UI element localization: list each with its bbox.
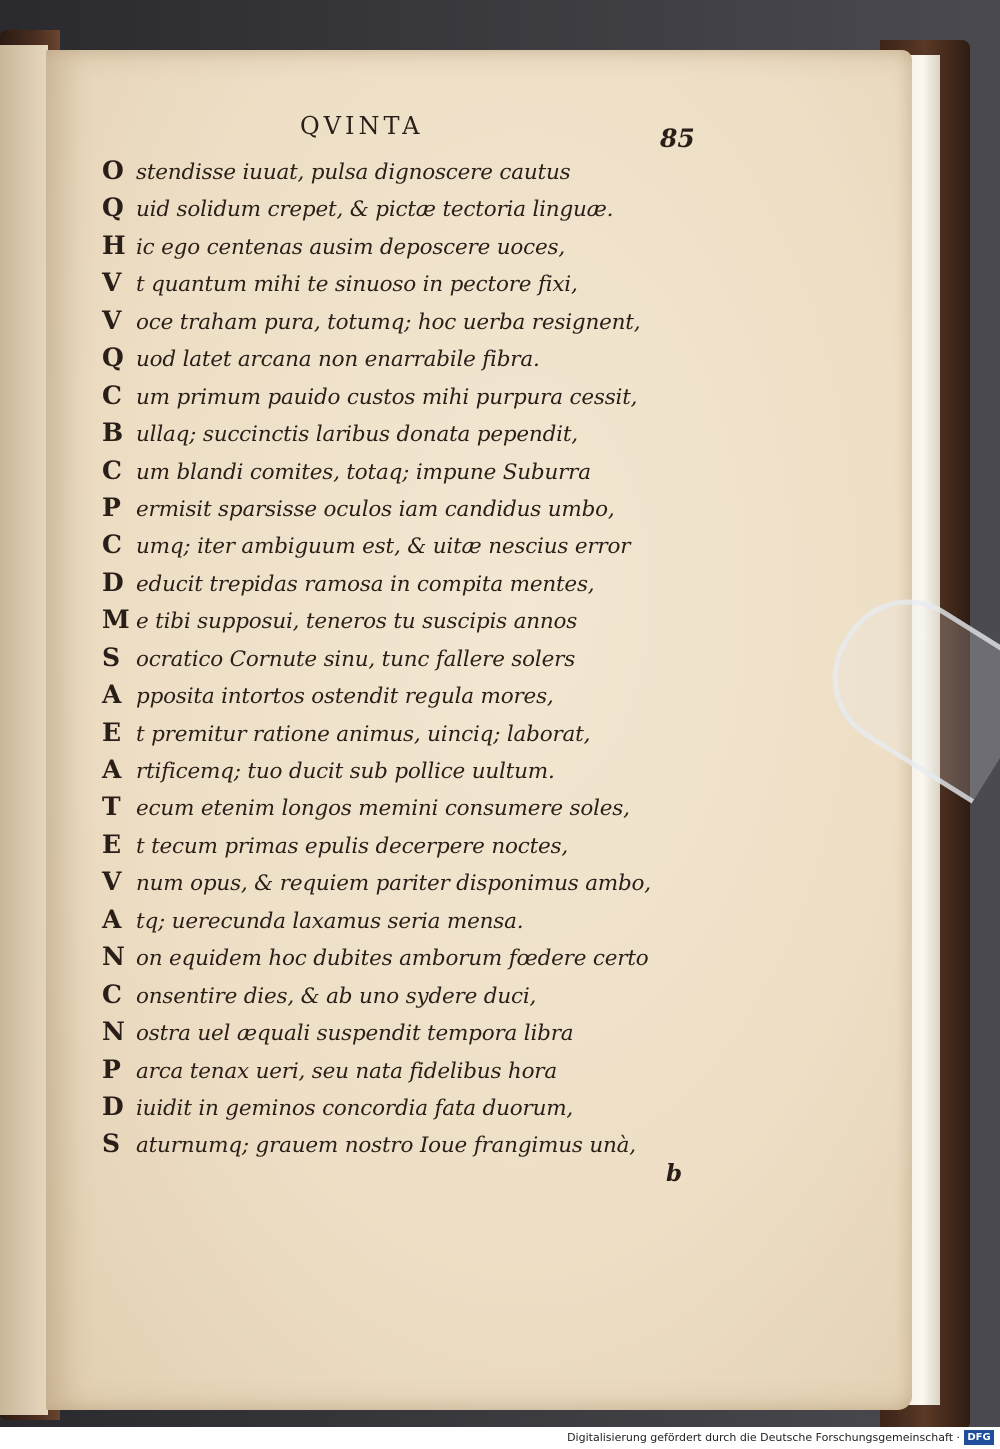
digitization-footer bbox=[0, 1427, 1000, 1449]
verse-initial: D bbox=[102, 1091, 124, 1121]
verse-line bbox=[102, 639, 722, 676]
verse-line bbox=[102, 1125, 722, 1162]
verse-initial: H bbox=[102, 230, 126, 260]
verse-line bbox=[102, 1088, 722, 1125]
verse-text: uid solidum crepet, & pictæ tectoria linguæ. bbox=[136, 197, 614, 223]
verse-initial: C bbox=[102, 455, 122, 485]
verse-line bbox=[102, 938, 722, 975]
verse-initial: O bbox=[102, 156, 124, 185]
verse-line bbox=[102, 264, 722, 301]
verse-initial: M bbox=[102, 605, 130, 635]
verse-line bbox=[102, 788, 722, 825]
verse-text: ostra uel æquali suspendit tempora libra bbox=[136, 1021, 574, 1047]
verse-initial: V bbox=[102, 867, 122, 897]
verse-line bbox=[102, 189, 722, 226]
verse-text: um blandi comites, totaq; impune Suburra bbox=[136, 459, 591, 485]
verse-line bbox=[102, 901, 722, 938]
verse-text: t tecum primas epulis decerpere noctes, bbox=[136, 833, 569, 859]
verse-initial: E bbox=[102, 717, 122, 747]
verse-initial: E bbox=[102, 829, 122, 859]
verse-line bbox=[102, 414, 722, 451]
verse-line bbox=[102, 826, 722, 863]
verse-line bbox=[102, 339, 722, 376]
verse-text: ermisit sparsisse oculos iam candidus umbo, bbox=[136, 496, 615, 522]
verse-initial: C bbox=[102, 380, 122, 410]
verse-text: on equidem hoc dubites amborum fœdere certo bbox=[136, 946, 649, 972]
verse-line bbox=[102, 863, 722, 900]
verse-initial: V bbox=[102, 268, 122, 298]
running-head: QVINTA bbox=[300, 112, 424, 140]
verse-line bbox=[102, 714, 722, 751]
verse-initial: C bbox=[102, 530, 122, 560]
verse-initial: V bbox=[102, 305, 122, 335]
verse-initial: N bbox=[102, 942, 125, 972]
verse-line bbox=[102, 489, 722, 526]
verse-line bbox=[102, 601, 722, 638]
verse-text: aturnumq; grauem nostro Ioue frangimus unà, bbox=[136, 1133, 636, 1159]
verse-initial: N bbox=[102, 1017, 125, 1047]
verse-text: educit trepidas ramosa in compita mentes, bbox=[136, 571, 595, 597]
verse-text: stendisse iuuat, pulsa dignoscere cautus bbox=[136, 160, 571, 185]
verse-text: iuidit in geminos concordia fata duorum, bbox=[136, 1095, 574, 1121]
verse-line bbox=[102, 152, 722, 189]
verse-text: ocratico Cornute sinu, tunc fallere solers bbox=[136, 646, 576, 672]
verse-line bbox=[102, 452, 722, 489]
verse-text: e tibi supposui, teneros tu suscipis annos bbox=[136, 609, 578, 635]
verse-initial: A bbox=[102, 680, 122, 710]
verse-initial: A bbox=[102, 755, 122, 784]
dfg-logo: DFG bbox=[964, 1430, 994, 1445]
verse-text: uod latet arcana non enarrabile fibra. bbox=[136, 347, 540, 373]
verse-line bbox=[102, 1051, 722, 1088]
verse-text: t quantum mihi te sinuoso in pectore fixi, bbox=[136, 272, 578, 298]
verse-initial: P bbox=[102, 1054, 121, 1084]
verse-initial: D bbox=[102, 567, 124, 597]
verse-text: umq; iter ambiguum est, & uitæ nescius error bbox=[136, 534, 631, 560]
verse-initial: P bbox=[102, 492, 121, 522]
verse-initial: S bbox=[102, 642, 121, 672]
signature-mark: b bbox=[666, 1160, 683, 1187]
verse-line bbox=[102, 976, 722, 1013]
verse-initial: Q bbox=[102, 343, 124, 373]
page-number: 85 bbox=[660, 124, 695, 153]
verse-initial: B bbox=[102, 418, 124, 448]
verse-line bbox=[102, 227, 722, 264]
verse-line bbox=[102, 377, 722, 414]
verse-text: ic ego centenas ausim deposcere uoces, bbox=[136, 234, 565, 260]
funding-credit: Digitalisierung gefördert durch die Deutsche Forschungsgemeinschaft · bbox=[567, 1431, 960, 1444]
verse-line bbox=[102, 302, 722, 339]
verse-block bbox=[102, 152, 722, 1163]
verse-initial: A bbox=[102, 904, 122, 934]
verse-text: onsentire dies, & ab uno sydere duci, bbox=[136, 983, 537, 1009]
verse-text: um primum pauido custos mihi purpura cessit, bbox=[136, 384, 638, 410]
verse-text: arca tenax ueri, seu nata fidelibus hora bbox=[136, 1058, 558, 1084]
verse-text: t premitur ratione animus, uinciq; laborat, bbox=[136, 721, 591, 747]
verse-initial: Q bbox=[102, 193, 124, 223]
verse-line bbox=[102, 751, 722, 788]
verse-text: ecum etenim longos memini consumere soles, bbox=[136, 796, 630, 822]
verse-text: rtificemq; tuo ducit sub pollice uultum. bbox=[136, 759, 555, 784]
verse-line bbox=[102, 1013, 722, 1050]
verse-line bbox=[102, 676, 722, 713]
verse-initial: C bbox=[102, 979, 122, 1009]
verse-initial: S bbox=[102, 1129, 121, 1159]
verse-line bbox=[102, 526, 722, 563]
verse-line bbox=[102, 564, 722, 601]
verse-initial: T bbox=[102, 792, 121, 822]
facing-page-edge bbox=[0, 45, 48, 1415]
verse-text: pposita intortos ostendit regula mores, bbox=[136, 684, 554, 710]
verse-text: tq; uerecunda laxamus seria mensa. bbox=[136, 908, 524, 934]
verse-text: num opus, & requiem pariter disponimus ambo, bbox=[136, 871, 651, 897]
verse-text: oce traham pura, totumq; hoc uerba resignent, bbox=[136, 309, 641, 335]
verse-text: ullaq; succinctis laribus donata pependit, bbox=[136, 422, 578, 448]
